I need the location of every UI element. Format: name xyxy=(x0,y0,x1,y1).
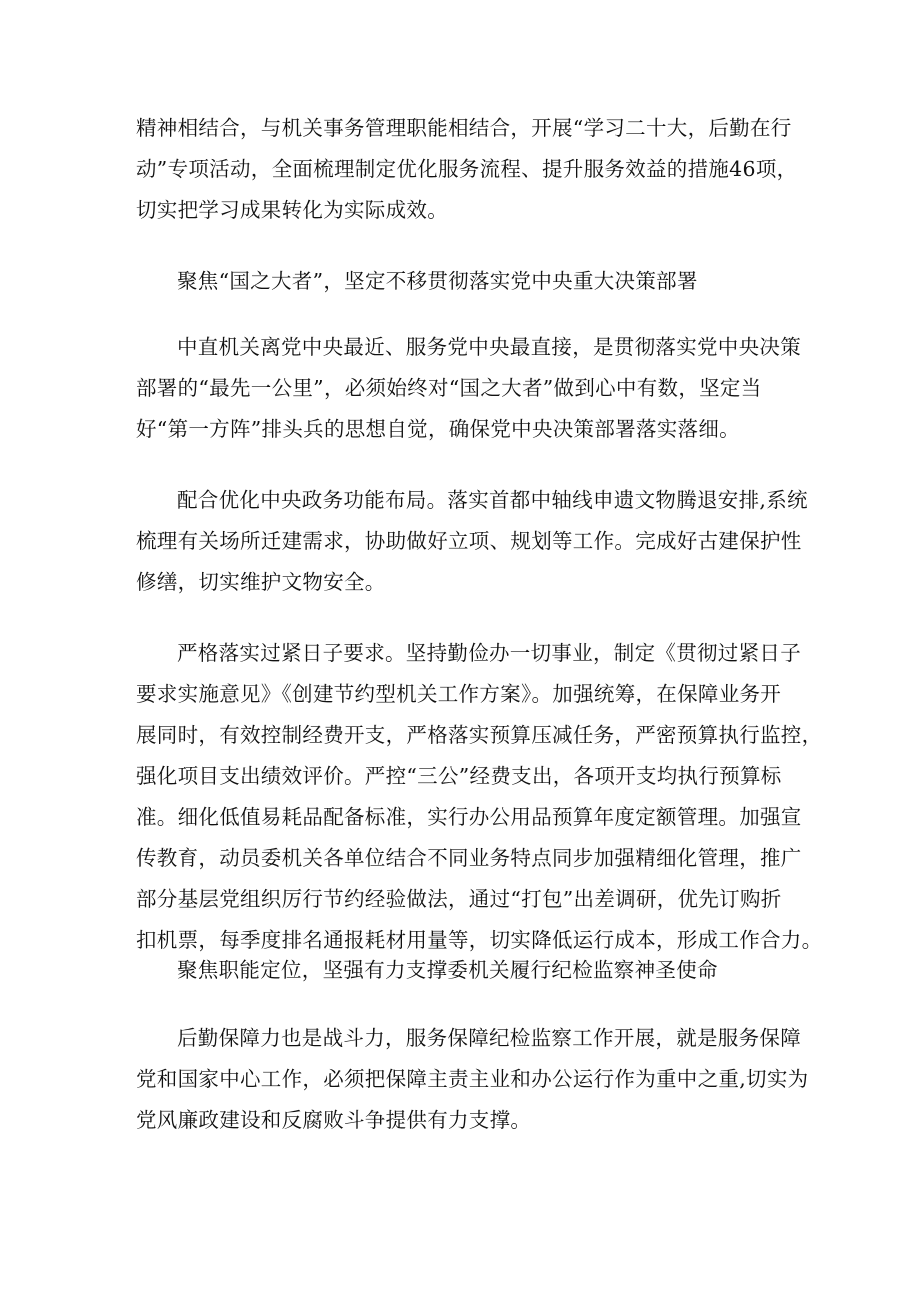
paragraph-3 xyxy=(136,480,808,603)
text-line: 中直机关离党中央最近、服务党中央最直接，是贯彻落实党中央决策 xyxy=(177,335,801,359)
text-line: 党和国家中心工作，必须把保障主责主业和办公运行作为重中之重,切实为 xyxy=(136,1067,809,1091)
text-line: 部署的“最先一公里”，必须始终对“国之大者”做到心中有数，坚定当 xyxy=(136,376,762,400)
paragraph-continuation xyxy=(136,108,804,231)
heading-text: 聚焦“国之大者”，坚定不移贯彻落实党中央重大决策部署 xyxy=(177,269,698,293)
text-line: 梳理有关场所迁建需求，协助做好立项、规划等工作。完成好古建保护性 xyxy=(136,529,802,553)
paragraph-5 xyxy=(136,1018,809,1141)
text-line: 党风廉政建设和反腐败斗争提供有力支撑。 xyxy=(136,1108,532,1132)
text-line: 准。细化低值易耗品配备标准，实行办公用品预算年度定额管理。加强宣 xyxy=(136,805,802,829)
text-line: 动”专项活动，全面梳理制定优化服务流程、提升服务效益的措施46项， xyxy=(136,157,798,181)
text-line: 强化项目支出绩效评价。严控“三公”经费支出，各项开支均执行预算标 xyxy=(136,764,782,788)
text-line: 部分基层党组织厉行节约经验做法，通过“打包”出差调研，优先订购折 xyxy=(136,887,782,911)
text-line: 展同时，有效控制经费开支，严格落实预算压减任务，严密预算执行监控， xyxy=(136,723,823,747)
text-line: 修缮，切实维护文物安全。 xyxy=(136,570,386,594)
paragraph-4 xyxy=(136,633,823,961)
text-line: 精神相结合，与机关事务管理职能相结合，开展“学习二十大，后勤在行 xyxy=(136,116,792,140)
text-line: 严格落实过紧日子要求。坚持勤俭办一切事业，制定《贯彻过紧日子 xyxy=(177,641,801,665)
heading-text: 聚焦职能定位，坚强有力支撑委机关履行纪检监察神圣使命 xyxy=(177,958,718,982)
text-line: 传教育，动员委机关各单位结合不同业务特点同步加强精细化管理，推广 xyxy=(136,846,802,870)
section-heading-2 xyxy=(136,950,804,991)
text-line: 切实把学习成果转化为实际成效。 xyxy=(136,198,448,222)
text-line: 扣机票，每季度排名通报耗材用量等，切实降低运行成本，形成工作合力。 xyxy=(136,928,823,952)
text-line: 好“第一方阵”排头兵的思想自觉，确保党中央决策部署落实落细。 xyxy=(136,417,740,441)
text-line: 要求实施意见》《创建节约型机关工作方案》。加强统筹，在保障业务开 xyxy=(136,682,782,706)
paragraph-2 xyxy=(136,327,804,450)
section-heading-1 xyxy=(136,261,804,302)
text-line: 后勤保障力也是战斗力，服务保障纪检监察工作开展，就是服务保障 xyxy=(177,1026,801,1050)
text-line: 配合优化中央政务功能布局。落实首都中轴线申遗文物腾退安排,系统 xyxy=(177,488,808,512)
